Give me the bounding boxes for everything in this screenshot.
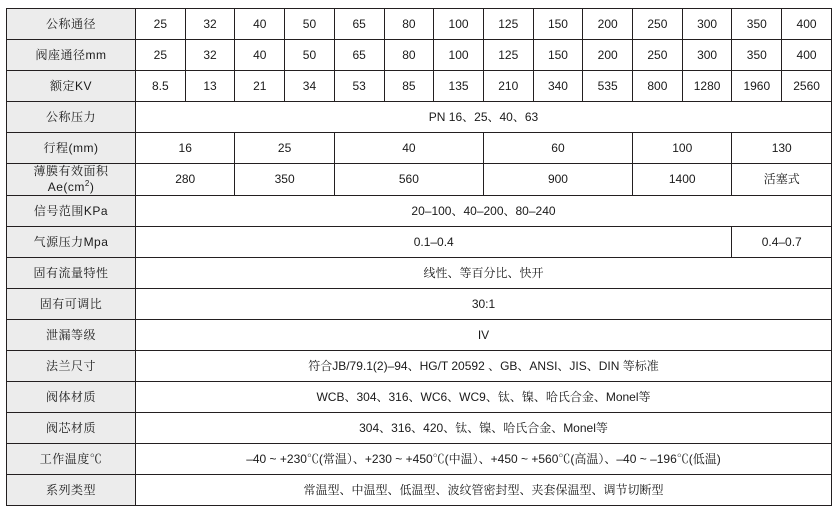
table-cell: 250 [633,40,683,71]
table-cell: 80 [384,9,434,40]
valve-specification-table [6,8,832,506]
table-cell: 210 [483,71,533,102]
table-cell: 350 [235,164,334,196]
row-label: 固有流量特性 [7,258,136,289]
table-cell: 16 [136,133,235,164]
row-label [7,164,136,196]
row-label: 行程(mm) [7,133,136,164]
table-cell: 线性、等百分比、快开 [136,258,832,289]
table-cell: 135 [434,71,484,102]
table-cell: 300 [682,40,732,71]
table-row [7,382,832,413]
table-row [7,413,832,444]
table-cell: 1960 [732,71,782,102]
table-row [7,475,832,506]
table-cell: 560 [334,164,483,196]
table-row [7,320,832,351]
table-cell: 0.1–0.4 [136,227,732,258]
table-cell: 400 [782,9,832,40]
table-cell: 85 [384,71,434,102]
table-cell: 200 [583,40,633,71]
table-cell: 40 [334,133,483,164]
row-label: 泄漏等级 [7,320,136,351]
table-cell: 21 [235,71,285,102]
table-cell: 50 [285,9,335,40]
row-label: 额定KV [7,71,136,102]
table-cell: 0.4–0.7 [732,227,832,258]
row-label-superscript: 2 [84,179,90,188]
table-cell: 20–100、40–200、80–240 [136,196,832,227]
table-row [7,164,832,196]
row-label: 阀座通径mm [7,40,136,71]
table-cell: 活塞式 [732,164,832,196]
table-cell: 25 [235,133,334,164]
table-row [7,351,832,382]
table-cell: PN 16、25、40、63 [136,102,832,133]
table-row [7,102,832,133]
table-cell: 800 [633,71,683,102]
table-cell: 150 [533,40,583,71]
table-cell: 30:1 [136,289,832,320]
table-cell: 300 [682,9,732,40]
table-cell: 1400 [633,164,732,196]
table-cell: 60 [483,133,632,164]
table-cell: 125 [483,40,533,71]
table-cell: 32 [185,40,235,71]
table-cell: 900 [483,164,632,196]
table-cell: 80 [384,40,434,71]
table-cell: 535 [583,71,633,102]
row-label-line-2-end: ) [89,180,95,194]
table-cell: 65 [334,9,384,40]
table-row [7,40,832,71]
table-cell: 25 [136,9,186,40]
table-cell: 50 [285,40,335,71]
table-cell: 130 [732,133,832,164]
table-cell: 125 [483,9,533,40]
row-label: 工作温度℃ [7,444,136,475]
row-label-line-2-text: Ae(cm [47,180,85,194]
table-row [7,227,832,258]
row-label: 信号范围KPa [7,196,136,227]
table-row [7,133,832,164]
table-cell: 25 [136,40,186,71]
row-label-line-1: 薄膜有效面积 [33,164,109,178]
table-cell: 40 [235,40,285,71]
table-cell: WCB、304、316、WC6、WC9、钛、镍、哈氏合金、Monel等 [136,382,832,413]
table-cell: 340 [533,71,583,102]
table-cell: 常温型、中温型、低温型、波纹管密封型、夹套保温型、调节切断型 [136,475,832,506]
row-label: 阀体材质 [7,382,136,413]
table-cell: 1280 [682,71,732,102]
table-cell: 34 [285,71,335,102]
row-label: 气源压力Mpa [7,227,136,258]
table-row [7,9,832,40]
table-cell: 53 [334,71,384,102]
table-cell: 13 [185,71,235,102]
table-cell: 280 [136,164,235,196]
spec-table-body [7,9,832,506]
row-label: 公称通径 [7,9,136,40]
table-row [7,258,832,289]
table-cell: 65 [334,40,384,71]
table-cell: IV [136,320,832,351]
table-cell: 100 [434,9,484,40]
table-cell: 40 [235,9,285,40]
table-row [7,444,832,475]
table-row [7,289,832,320]
row-label: 阀芯材质 [7,413,136,444]
table-cell: 符合JB/79.1(2)–94、HG/T 20592 、GB、ANSI、JIS、DIN 等标准 [136,351,832,382]
table-cell: 2560 [782,71,832,102]
row-label-line-2 [7,179,135,195]
table-cell: 400 [782,40,832,71]
row-label: 系列类型 [7,475,136,506]
row-label: 公称压力 [7,102,136,133]
table-cell: –40 ~ +230℃(常温）、+230 ~ +450℃(中温）、+450 ~ +560℃(高温）、–40 ~ –196℃(低温) [136,444,832,475]
table-cell: 304、316、420、钛、镍、哈氏合金、Monel等 [136,413,832,444]
table-cell: 100 [434,40,484,71]
table-cell: 100 [633,133,732,164]
table-row [7,71,832,102]
table-cell: 200 [583,9,633,40]
table-cell: 8.5 [136,71,186,102]
table-cell: 150 [533,9,583,40]
table-cell: 350 [732,9,782,40]
table-row [7,196,832,227]
row-label: 固有可调比 [7,289,136,320]
row-label: 法兰尺寸 [7,351,136,382]
table-cell: 250 [633,9,683,40]
table-cell: 350 [732,40,782,71]
table-cell: 32 [185,9,235,40]
